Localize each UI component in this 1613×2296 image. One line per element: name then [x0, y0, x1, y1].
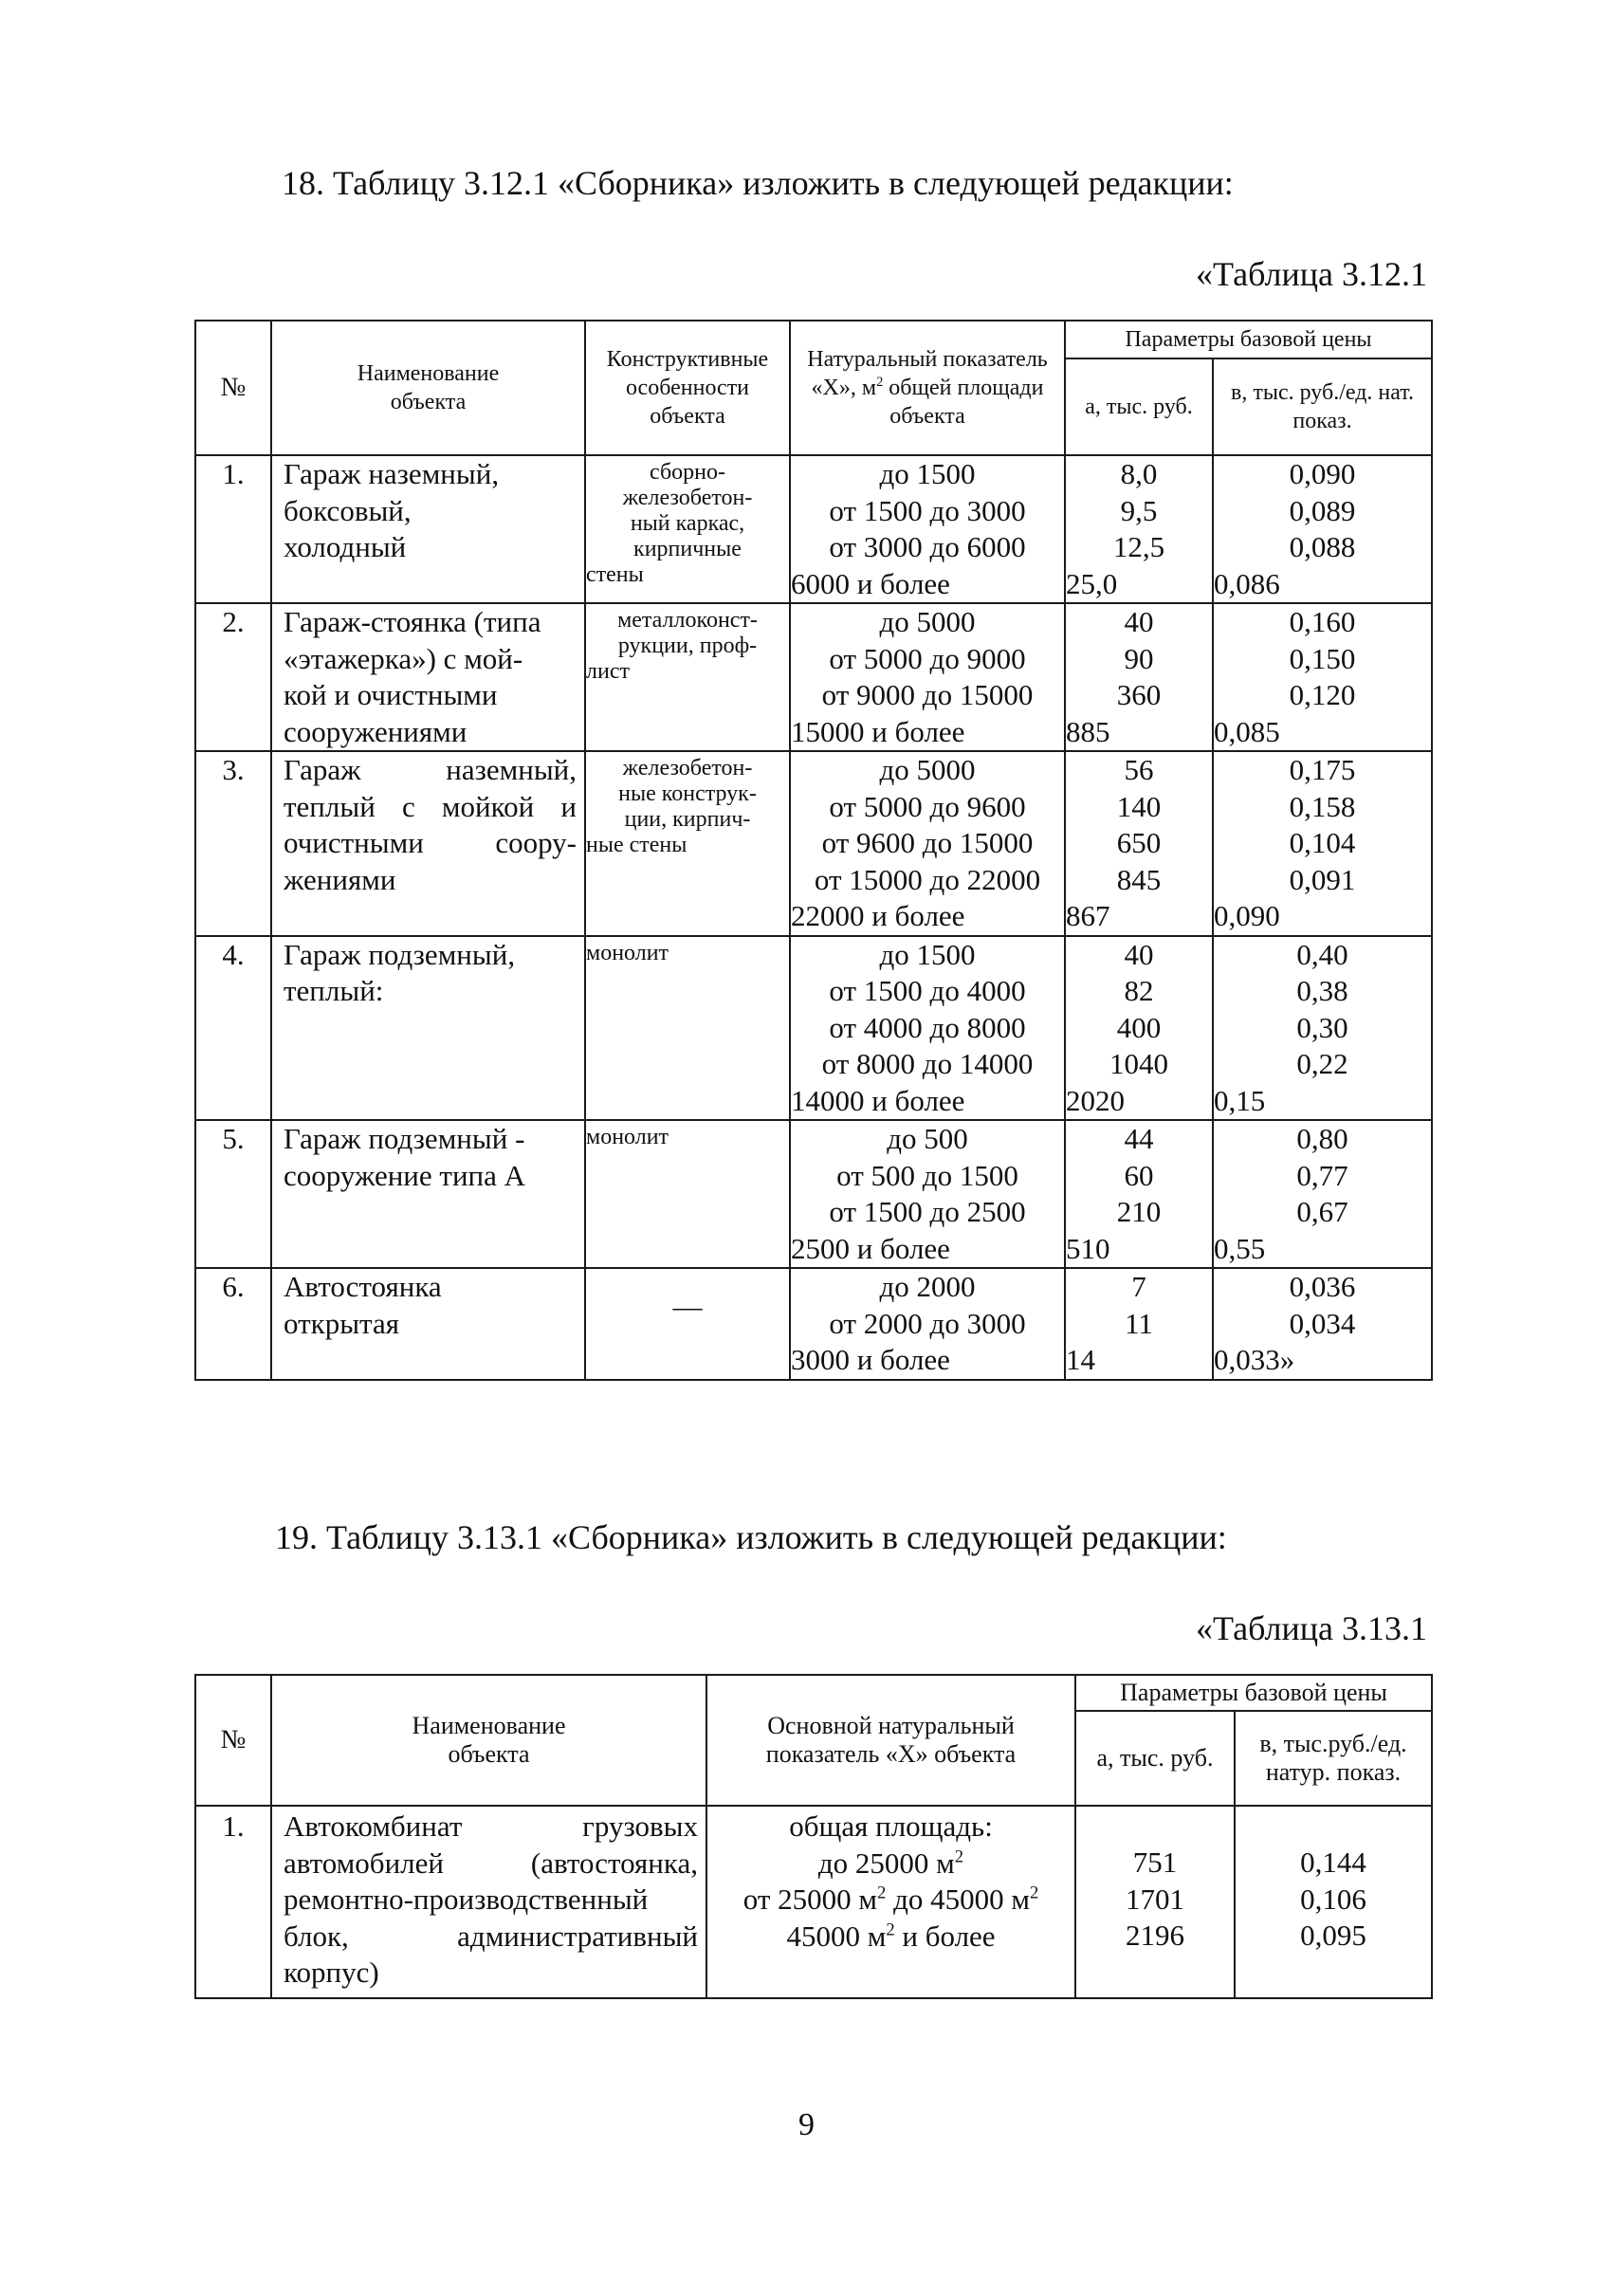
header-num: № — [195, 321, 271, 455]
cell-line: 0,55 — [1214, 1231, 1266, 1265]
cell-line: 0,120 — [1289, 678, 1356, 711]
cell-line: автомобилей (автостоянка, — [284, 1846, 698, 1880]
row-construct — [585, 936, 790, 1121]
cell-line: 0,090 — [1289, 457, 1356, 490]
cell-line: 40 — [1124, 937, 1154, 971]
cell-line: 15000 и более — [791, 714, 965, 748]
cell-line: 7 — [1131, 1270, 1146, 1303]
t2-row-a — [1075, 1806, 1235, 1998]
table-row — [195, 1268, 1432, 1380]
cell-line: 0,67 — [1296, 1195, 1348, 1228]
t2-row-num: 1. — [195, 1806, 271, 1998]
cell-line: холодный — [284, 530, 407, 563]
header-indicator-post: общей площади объекта — [883, 376, 1044, 429]
row-name — [271, 455, 585, 603]
row-name — [271, 936, 585, 1121]
cell-line: блок, административный — [284, 1919, 698, 1953]
cell-line: 0,160 — [1289, 605, 1356, 638]
cell-line: 0,175 — [1289, 753, 1356, 786]
range-sup: 2 — [1029, 1883, 1039, 1903]
table-row — [195, 455, 1432, 603]
cell-line: 360 — [1116, 678, 1162, 711]
header2-indicator: Основной натуральный показатель «X» объекта — [706, 1675, 1075, 1806]
cell-line: 12,5 — [1112, 530, 1165, 563]
section-heading-18: 18. Таблицу 3.12.1 «Сборника» изложить в следующей редакции: — [282, 164, 1234, 202]
cell-line: от 3000 до 6000 — [829, 530, 1026, 563]
cell-line: 0,090 — [1214, 899, 1280, 932]
cell-line: 25,0 — [1066, 566, 1118, 600]
cell-line: до 5000 — [879, 605, 976, 638]
row-a — [1065, 603, 1213, 751]
row-ranges — [790, 936, 1065, 1121]
header2-name: Наименование объекта — [271, 1675, 706, 1806]
header2-num: № — [195, 1675, 271, 1806]
row-ranges — [790, 751, 1065, 936]
row-construct — [585, 751, 790, 936]
cell-line: 845 — [1116, 862, 1162, 896]
table-row — [195, 603, 1432, 751]
cell-line: 0,088 — [1289, 530, 1356, 563]
cell-line: Гараж наземный, — [284, 457, 500, 490]
cell-line: 0,22 — [1296, 1047, 1348, 1080]
row-b — [1213, 603, 1432, 751]
header2-params: Параметры базовой цены — [1075, 1675, 1432, 1711]
table-row — [195, 936, 1432, 1121]
cell-line: от 1500 до 2500 — [829, 1195, 1026, 1228]
row-a — [1065, 455, 1213, 603]
row-num: 5. — [195, 1120, 271, 1268]
cell-line: ные стены — [586, 833, 687, 857]
cell-line: 14000 и более — [791, 1083, 965, 1117]
row-construct — [585, 1268, 790, 1380]
cell-line: 0,38 — [1296, 974, 1348, 1007]
cell-line: 650 — [1116, 826, 1162, 859]
row-ranges — [790, 603, 1065, 751]
cell-line: 867 — [1066, 899, 1110, 932]
header-indicator — [790, 321, 1065, 455]
cell-line: очистными соору- — [284, 826, 577, 859]
header-params: Параметры базовой цены — [1065, 321, 1432, 358]
cell-line: 0,033» — [1214, 1343, 1295, 1376]
cell-line: металлоконст- — [617, 608, 758, 633]
row-a — [1065, 751, 1213, 936]
cell-line: 0,15 — [1214, 1083, 1266, 1117]
cell-line: «этажерка») с мой- — [284, 641, 523, 675]
range-tail: до 45000 м — [886, 1883, 1030, 1916]
header-indicator-unit: м — [861, 376, 877, 400]
cell-line: 400 — [1116, 1010, 1162, 1044]
cell-line: от 1500 до 3000 — [829, 493, 1026, 527]
cell-line: от 9000 до 15000 — [821, 678, 1034, 711]
range-sup: 2 — [954, 1846, 964, 1867]
cell-line: ремонтно-производственный — [284, 1883, 649, 1916]
row-b — [1213, 936, 1432, 1121]
row-b — [1213, 1268, 1432, 1380]
row-num: 3. — [195, 751, 271, 936]
cell-line: теплый: — [284, 974, 384, 1007]
cell-line: 140 — [1116, 789, 1162, 823]
row-name — [271, 1268, 585, 1380]
indicator-range — [707, 1882, 1074, 1919]
cell-line: сборно- — [650, 460, 725, 485]
t2-row-b — [1235, 1806, 1432, 1998]
cell-line: кой и очистными — [284, 678, 498, 711]
cell-line: 0,77 — [1296, 1158, 1348, 1192]
header-a: а, тыс. руб. — [1065, 358, 1213, 455]
cell-line: 0,104 — [1289, 826, 1356, 859]
row-num: 6. — [195, 1268, 271, 1380]
cell-line: 14 — [1066, 1343, 1095, 1376]
header-b: в, тыс. руб./ед. нат. показ. — [1213, 358, 1432, 455]
table-row — [195, 1120, 1432, 1268]
cell-line: корпус) — [284, 1956, 379, 1989]
indicator-range — [707, 1919, 1074, 1956]
construct-dash: — — [672, 1290, 703, 1323]
indicator-title: общая площадь: — [789, 1809, 993, 1843]
row-a — [1065, 936, 1213, 1121]
cell-line: 60 — [1124, 1158, 1154, 1192]
cell-line: 210 — [1116, 1195, 1162, 1228]
header-indicator-pre: Натуральный показатель «X», — [807, 347, 1048, 400]
cell-line: до 1500 — [879, 457, 976, 490]
cell-line: 0,158 — [1289, 789, 1356, 823]
cell-line: открытая — [284, 1306, 399, 1340]
row-construct — [585, 1120, 790, 1268]
cell-line: 44 — [1124, 1122, 1154, 1155]
cell-line: 2020 — [1066, 1083, 1125, 1117]
row-b — [1213, 1120, 1432, 1268]
cell-line: 8,0 — [1120, 457, 1158, 490]
cell-line: от 5000 до 9600 — [829, 789, 1026, 823]
t2-row-name — [271, 1806, 706, 1998]
t2-row-indicator — [706, 1806, 1075, 1998]
row-a — [1065, 1120, 1213, 1268]
cell-line: от 5000 до 9000 — [829, 641, 1026, 675]
row-num: 1. — [195, 455, 271, 603]
row-num: 4. — [195, 936, 271, 1121]
cell-line: 40 — [1124, 605, 1154, 638]
cell-line: от 8000 до 14000 — [821, 1047, 1034, 1080]
cell-line: до 5000 — [879, 753, 976, 786]
table-caption-3-13-1: «Таблица 3.13.1 — [1196, 1609, 1427, 1647]
cell-line: 2500 и более — [791, 1231, 950, 1265]
row-name — [271, 1120, 585, 1268]
cell-line: теплый с мойкой и — [284, 789, 577, 823]
table-caption-3-12-1: «Таблица 3.12.1 — [1196, 255, 1427, 293]
cell-line: стены — [586, 562, 644, 587]
row-ranges — [790, 1268, 1065, 1380]
cell-line: 751 — [1132, 1846, 1178, 1879]
table-3-12-1 — [194, 320, 1433, 1381]
cell-line: кирпичные — [633, 537, 742, 561]
cell-line: Автостоянка — [284, 1270, 442, 1303]
cell-line: 1701 — [1126, 1882, 1184, 1916]
header-indicator-sup: 2 — [876, 375, 884, 390]
cell-line: рукции, проф- — [617, 634, 758, 658]
row-construct — [585, 603, 790, 751]
cell-line: 0,089 — [1289, 493, 1356, 527]
cell-line: до 2000 — [879, 1270, 976, 1303]
cell-line: 9,5 — [1120, 493, 1158, 527]
header2-a: а, тыс. руб. — [1075, 1711, 1235, 1806]
range-tail: и более — [894, 1919, 996, 1953]
cell-line: Гараж подземный, — [284, 937, 516, 971]
row-name — [271, 603, 585, 751]
cell-line: железобетон- — [622, 756, 753, 781]
page-number: 9 — [798, 2107, 815, 2142]
row-a — [1065, 1268, 1213, 1380]
cell-line: 510 — [1066, 1231, 1110, 1265]
cell-line: до 1500 — [879, 937, 976, 971]
cell-line: Гараж подземный - — [284, 1122, 525, 1155]
cell-line: железобетон- — [622, 486, 753, 510]
cell-line: Автокомбинат грузовых — [284, 1809, 698, 1843]
cell-line: 22000 и более — [791, 899, 965, 932]
cell-line: 0,106 — [1300, 1882, 1366, 1916]
header2-b: в, тыс.руб./ед. натур. показ. — [1235, 1711, 1432, 1806]
row-name — [271, 751, 585, 936]
cell-line: 0,086 — [1214, 566, 1280, 600]
range-sup: 2 — [877, 1883, 887, 1903]
indicator-range — [707, 1846, 1074, 1883]
cell-line: от 15000 до 22000 — [814, 862, 1041, 896]
row-ranges — [790, 455, 1065, 603]
cell-line: 0,085 — [1214, 714, 1280, 748]
cell-line: 56 — [1124, 753, 1154, 786]
cell-line: 82 — [1124, 974, 1154, 1007]
cell-line: от 1500 до 4000 — [829, 974, 1026, 1007]
cell-line: Гараж-стоянка (типа — [284, 605, 541, 638]
table-3-13-1 — [194, 1674, 1433, 1999]
cell-line: 0,036 — [1289, 1270, 1356, 1303]
cell-line: 0,150 — [1289, 641, 1356, 675]
cell-line: 0,034 — [1289, 1306, 1356, 1340]
cell-line: 0,40 — [1296, 937, 1348, 971]
cell-line: ции, кирпич- — [624, 807, 751, 832]
row-b — [1213, 455, 1432, 603]
cell-line: 885 — [1066, 714, 1110, 748]
cell-line: боксовый, — [284, 493, 412, 527]
cell-line: 0,144 — [1300, 1846, 1366, 1879]
cell-line: от 4000 до 8000 — [829, 1010, 1026, 1044]
row-ranges — [790, 1120, 1065, 1268]
cell-line: 6000 и более — [791, 566, 950, 600]
header-name: Наименование объекта — [271, 321, 585, 455]
cell-line: 90 — [1124, 641, 1154, 675]
cell-line: сооружениями — [284, 714, 467, 748]
range-text: до 25000 м — [817, 1846, 955, 1880]
cell-line: ные конструк- — [618, 781, 757, 806]
cell-line: от 500 до 1500 — [836, 1158, 1018, 1192]
cell-line: 0,80 — [1296, 1122, 1348, 1155]
range-sup: 2 — [886, 1919, 895, 1940]
section-heading-19: 19. Таблицу 3.13.1 «Сборника» изложить в следующей редакции: — [275, 1518, 1227, 1556]
cell-line: 1040 — [1109, 1047, 1168, 1080]
cell-line: от 9600 до 15000 — [821, 826, 1034, 859]
cell-line: сооружение типа А — [284, 1158, 526, 1192]
cell-line: лист — [586, 659, 630, 684]
row-construct — [585, 455, 790, 603]
row-num: 2. — [195, 603, 271, 751]
cell-line: ный каркас, — [630, 511, 745, 536]
cell-line: жениями — [284, 862, 396, 896]
range-text: 45000 м — [786, 1919, 887, 1953]
cell-line: монолит — [586, 1125, 669, 1149]
cell-line: 0,30 — [1296, 1010, 1348, 1044]
cell-line: до 500 — [887, 1122, 968, 1155]
row-b — [1213, 751, 1432, 936]
header-construct: Конструктивные особенности объекта — [585, 321, 790, 455]
cell-line: от 2000 до 3000 — [829, 1306, 1026, 1340]
cell-line: 0,095 — [1300, 1919, 1366, 1952]
table-row — [195, 751, 1432, 936]
range-text: от 25000 м — [742, 1883, 878, 1916]
cell-line: 0,091 — [1289, 862, 1356, 896]
cell-line: Гараж наземный, — [284, 753, 577, 786]
cell-line: монолит — [586, 940, 669, 965]
cell-line: 2196 — [1126, 1919, 1184, 1952]
cell-line: 11 — [1125, 1306, 1153, 1340]
cell-line: 3000 и более — [791, 1343, 950, 1376]
